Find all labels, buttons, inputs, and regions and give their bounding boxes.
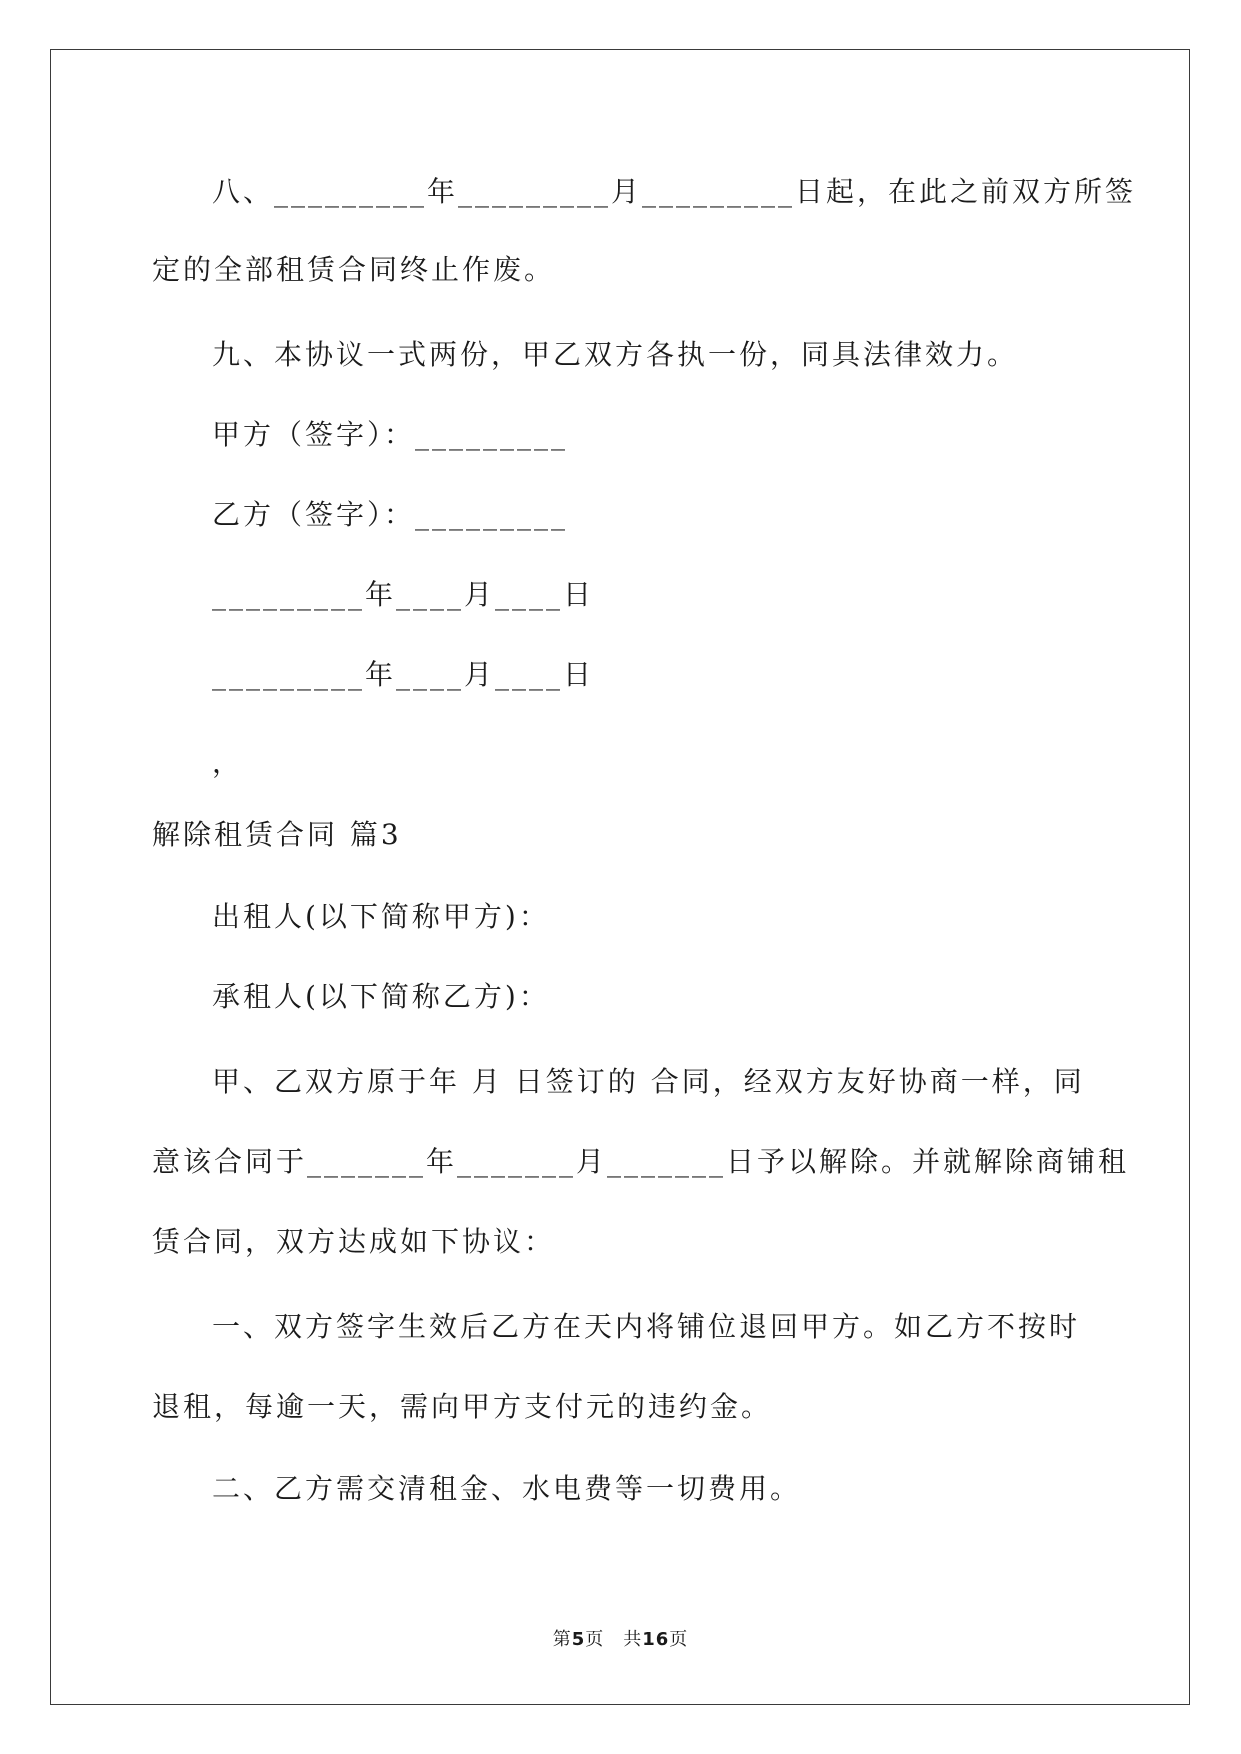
current-page-number: 5 [571,1629,586,1650]
lessee-line: 承租人(以下简称乙方)： [212,980,550,1013]
total-page-number: 16 [642,1629,670,1650]
intro-line-1: 甲、乙双方原于年 月 日签订的 合同，经双方友好协商一样，同 [212,1065,1085,1098]
paragraph-8-line-1: 八、_________年_________月_________日起，在此之前双方所签 [212,175,1137,208]
clause-2: 二、乙方需交清租金、水电费等一切费用。 [212,1472,802,1505]
party-a-signature: 甲方（签字）：_________ [212,418,569,451]
paragraph-8-line-2: 定的全部租赁合同终止作废。 [152,253,556,286]
page-footer [0,1628,1241,1652]
lessor-line: 出租人(以下简称甲方)： [212,900,550,933]
paragraph-9: 九、本协议一式两份，甲乙双方各执一份，同具法律效力。 [212,338,1019,371]
footer-middle: 页 共 [585,1629,643,1650]
section-heading: 解除租赁合同 篇3 [152,818,402,851]
clause-1-line-2: 退租，每逾一天，需向甲方支付元的违约金。 [152,1390,773,1423]
clause-1-line-1: 一、双方签字生效后乙方在天内将铺位退回甲方。如乙方不按时 [212,1310,1081,1343]
date-line-2: _________年____月____日 [212,658,595,691]
stray-comma: ， [212,746,244,779]
footer-suffix: 页 [669,1629,689,1650]
page-border [50,49,1190,1705]
footer-prefix: 第 [552,1629,572,1650]
intro-line-3: 赁合同，双方达成如下协议： [152,1225,556,1258]
date-line-1: _________年____月____日 [212,578,595,611]
intro-line-2: 意该合同于_______年_______月_______日予以解除。并就解除商铺租 [152,1145,1130,1178]
party-b-signature: 乙方（签字）：_________ [212,498,569,531]
